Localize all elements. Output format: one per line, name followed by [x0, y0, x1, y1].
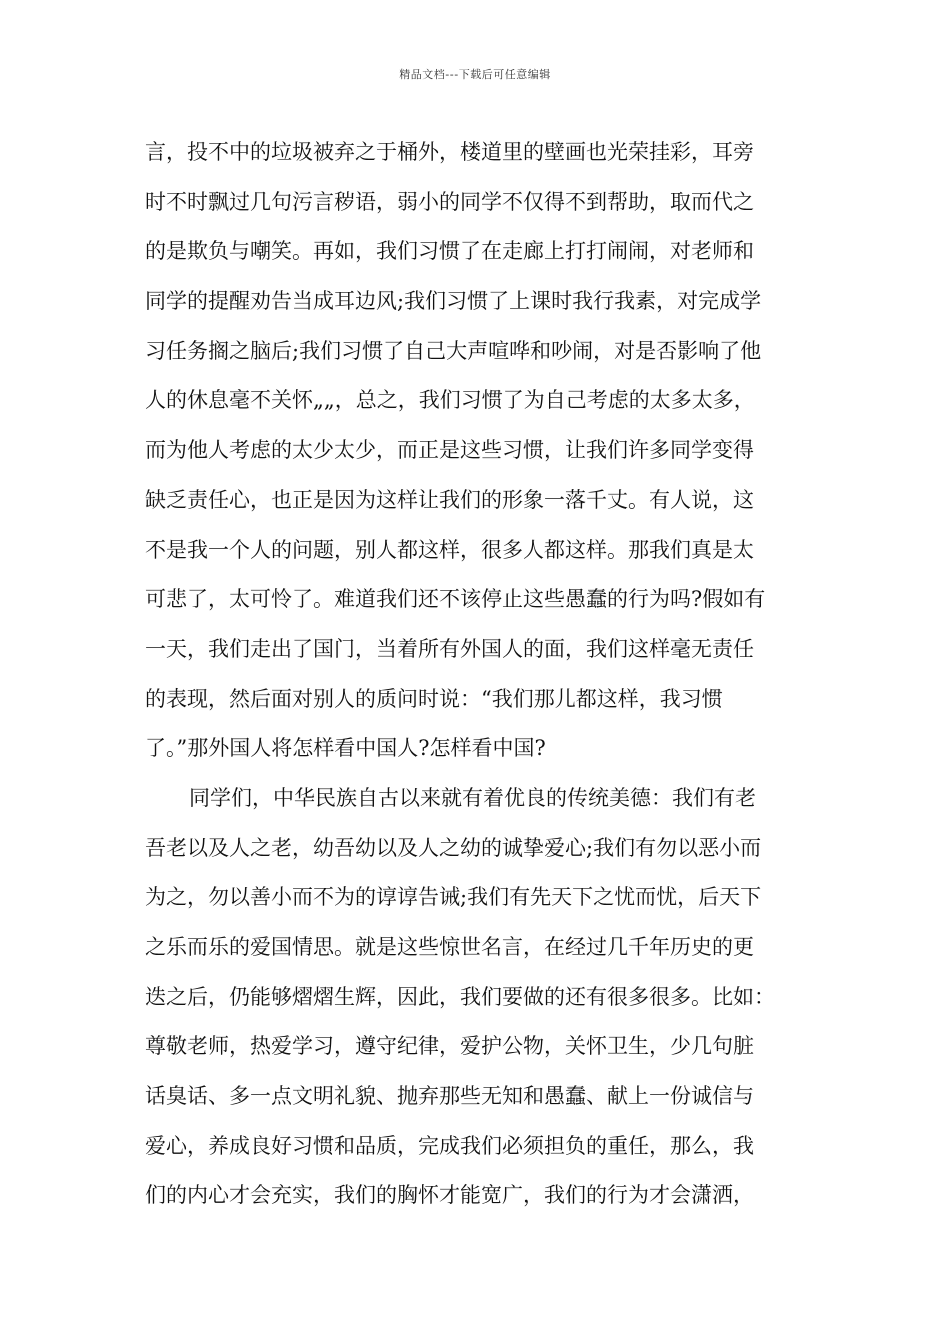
text-line: 言，投不中的垃圾被弃之于桶外，楼道里的壁画也光荣挂彩，耳旁: [145, 140, 754, 164]
text-line: 爱心，养成良好习惯和品质，完成我们必须担负的重任，那么，我: [145, 1133, 754, 1158]
text-line: 可悲了，太可怜了。难道我们还不该停止这些愚蠢的行为吗?假如有: [145, 587, 766, 612]
text-line: 吾老以及人之老，幼吾幼以及人之幼的诚挚爱心;我们有勿以恶小而: [145, 835, 762, 860]
text-line: 而为他人考虑的太少太少，而正是这些习惯，让我们许多同学变得: [145, 438, 754, 463]
text-line: 的是欺负与嘲笑。再如，我们习惯了在走廊上打打闹闹，对老师和: [145, 239, 754, 264]
text-line: 一天，我们走出了国门，当着所有外国人的面，我们这样毫无责任: [145, 636, 754, 661]
text-line: 时不时飘过几句污言秽语，弱小的同学不仅得不到帮助，取而代之: [145, 189, 754, 214]
text-line: 不是我一个人的问题，别人都这样，很多人都这样。那我们真是太: [145, 537, 754, 562]
text-line: 话臭话、多一点文明礼貌、抛弃那些无知和愚蠢、献上一份诚信与: [145, 1084, 754, 1109]
body-text: [145, 128, 815, 1221]
text-line: 同学的提醒劝告当成耳边风;我们习惯了上课时我行我素，对完成学: [145, 289, 762, 314]
text-line: 了。”那外国人将怎样看中国人?怎样看中国?: [145, 736, 546, 761]
paragraph-first-line: 同学们，中华民族自古以来就有着优良的传统美德：我们有老: [189, 785, 756, 810]
text-line: 之乐而乐的爱国情思。就是这些惊世名言，在经过几千年历史的更: [145, 935, 754, 959]
text-line: 习任务搁之脑后;我们习惯了自己大声喧哗和吵闹，对是否影响了他: [145, 338, 762, 363]
text-line: 迭之后，仍能够熠熠生辉，因此，我们要做的还有很多很多。比如：: [145, 984, 775, 1009]
text-line: 缺乏责任心，也正是因为这样让我们的形象一落千丈。有人说，这: [145, 487, 754, 512]
text-line: 们的内心才会充实，我们的胸怀才能宽广，我们的行为才会潇洒，: [145, 1183, 754, 1208]
text-line: 为之，勿以善小而不为的谆谆告诫;我们有先天下之忧而忧，后天下: [145, 885, 762, 910]
page-header: 精品文档---下载后可任意编辑: [399, 68, 551, 81]
text-line: 的表现，然后面对别人的质问时说：“我们那儿都这样，我习惯: [145, 686, 723, 711]
text-line: 尊敬老师，热爱学习，遵守纪律，爱护公物，关怀卫生，少几句脏: [145, 1034, 754, 1059]
text-line: 人的休息毫不关怀„„，总之，我们习惯了为自己考虑的太多太多，: [145, 388, 755, 413]
